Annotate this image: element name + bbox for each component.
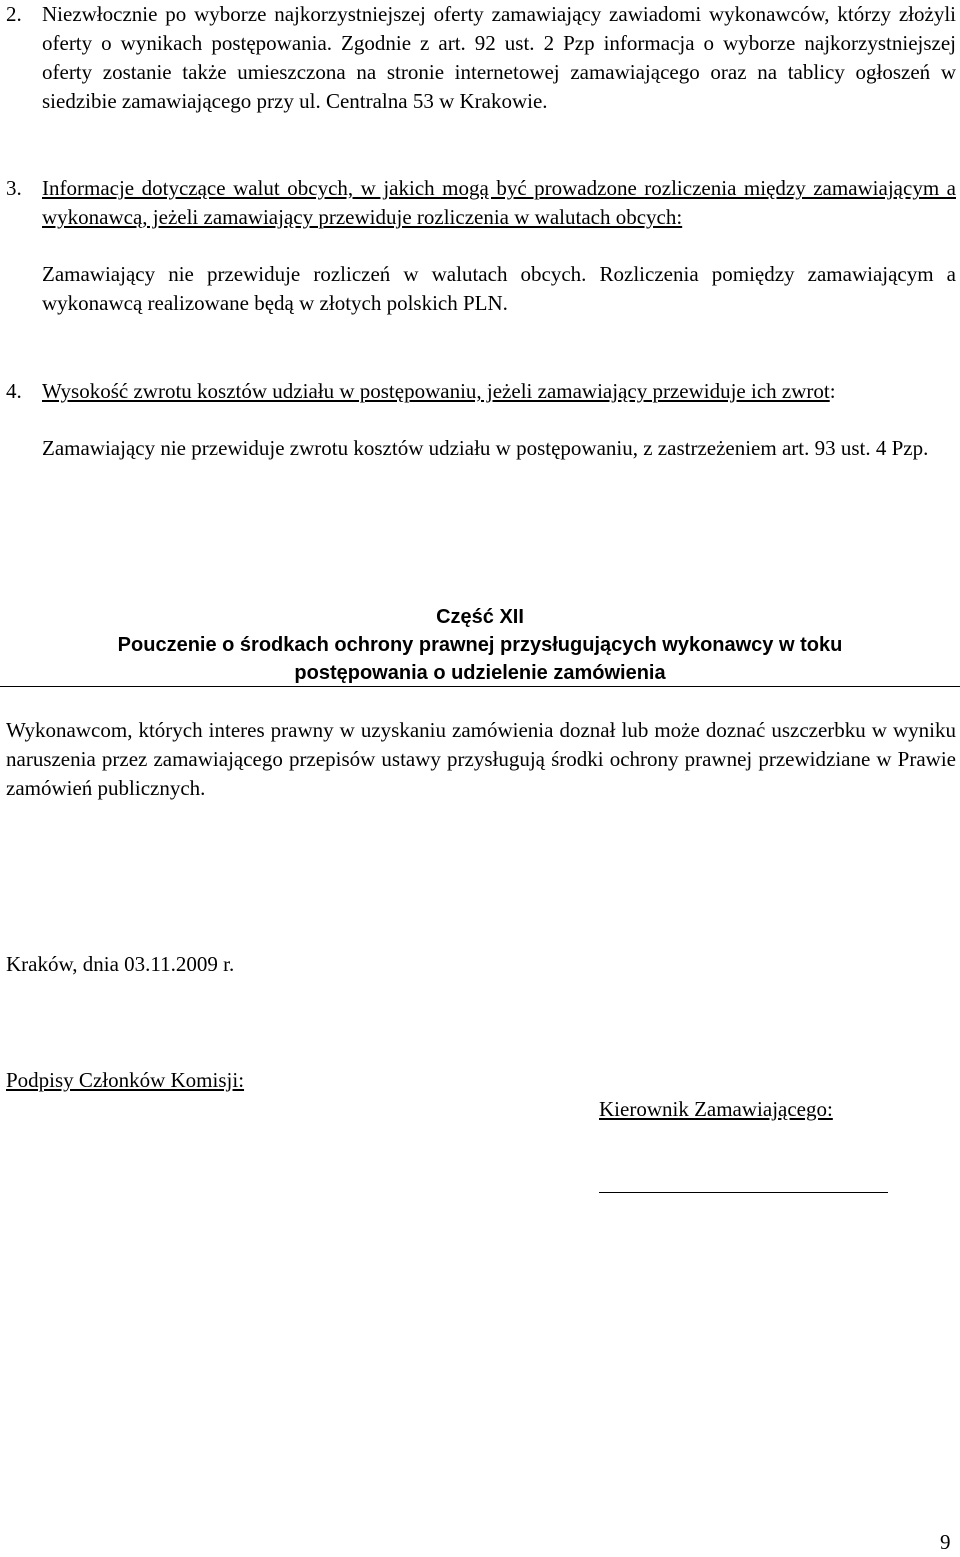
list-item-question: Informacje dotyczące walut obcych, w jakich mogą być prowadzone rozliczenia między zamawiającym a wykonawcą, jeżeli zamawiający przewiduje rozliczenia w walutach obcych: xyxy=(42,176,956,229)
section-title: Część XII xyxy=(436,606,524,628)
list-item-4 xyxy=(6,377,956,463)
place-and-date: Kraków, dnia 03.11.2009 r. xyxy=(6,952,235,976)
list-item-2 xyxy=(6,0,956,116)
list-item-number: 3. xyxy=(6,176,22,200)
list-item-question: Wysokość zwrotu kosztów udziału w postępowaniu, jeżeli zamawiający przewiduje ich zwrot xyxy=(42,379,830,403)
list-item-question-wrap xyxy=(42,377,956,406)
section-subtitle-line1: Pouczenie o środkach ochrony prawnej przysługujących wykonawcy w toku xyxy=(117,634,843,656)
list-item-number: 4. xyxy=(6,379,22,403)
list-item-3 xyxy=(6,174,956,318)
section-paragraph: Wykonawcom, których interes prawny w uzyskaniu zamówienia doznał lub może doznać uszczerbku w wyniku naruszenia przez zamawiającego przepisów ustawy przysługują środki ochrony prawnej przewidziane w Prawie zamówień publicznych. xyxy=(6,718,956,800)
section-heading xyxy=(0,603,960,687)
list-item-text: Niezwłocznie po wyborze najkorzystniejszej oferty zamawiający zawiadomi wykonawców, którzy złożyli oferty o wynikach postępowania. Zgodnie z art. 92 ust. 2 Pzp informacja o wyborze najkorzystniejszej oferty zostanie także umieszczona na stronie internetowej zamawiającego oraz na tablicy ogłoszeń w siedzibie zamawiającego przy ul. Centralna 53 w Krakowie. xyxy=(42,2,956,113)
head-of-contracting-authority-label: Kierownik Zamawiającego: xyxy=(599,1097,833,1121)
list-item-answer: Zamawiający nie przewiduje rozliczeń w walutach obcych. Rozliczenia pomiędzy zamawiającym a wykonawcą realizowane będą w złotych polskich PLN. xyxy=(42,262,956,315)
list-item-answer: Zamawiający nie przewiduje zwrotu kosztów udziału w postępowaniu, z zastrzeżeniem art. 93 ust. 4 Pzp. xyxy=(42,436,929,460)
section-subtitle-line2: postępowania o udzielenie zamówienia xyxy=(294,662,666,684)
signature-line xyxy=(599,1192,888,1193)
page-number: 9 xyxy=(940,1530,951,1554)
list-item-number: 2. xyxy=(6,2,22,26)
section-divider xyxy=(0,686,960,687)
list-item-question-suffix: : xyxy=(829,379,836,403)
committee-signatures-label: Podpisy Członków Komisji: xyxy=(6,1068,245,1092)
